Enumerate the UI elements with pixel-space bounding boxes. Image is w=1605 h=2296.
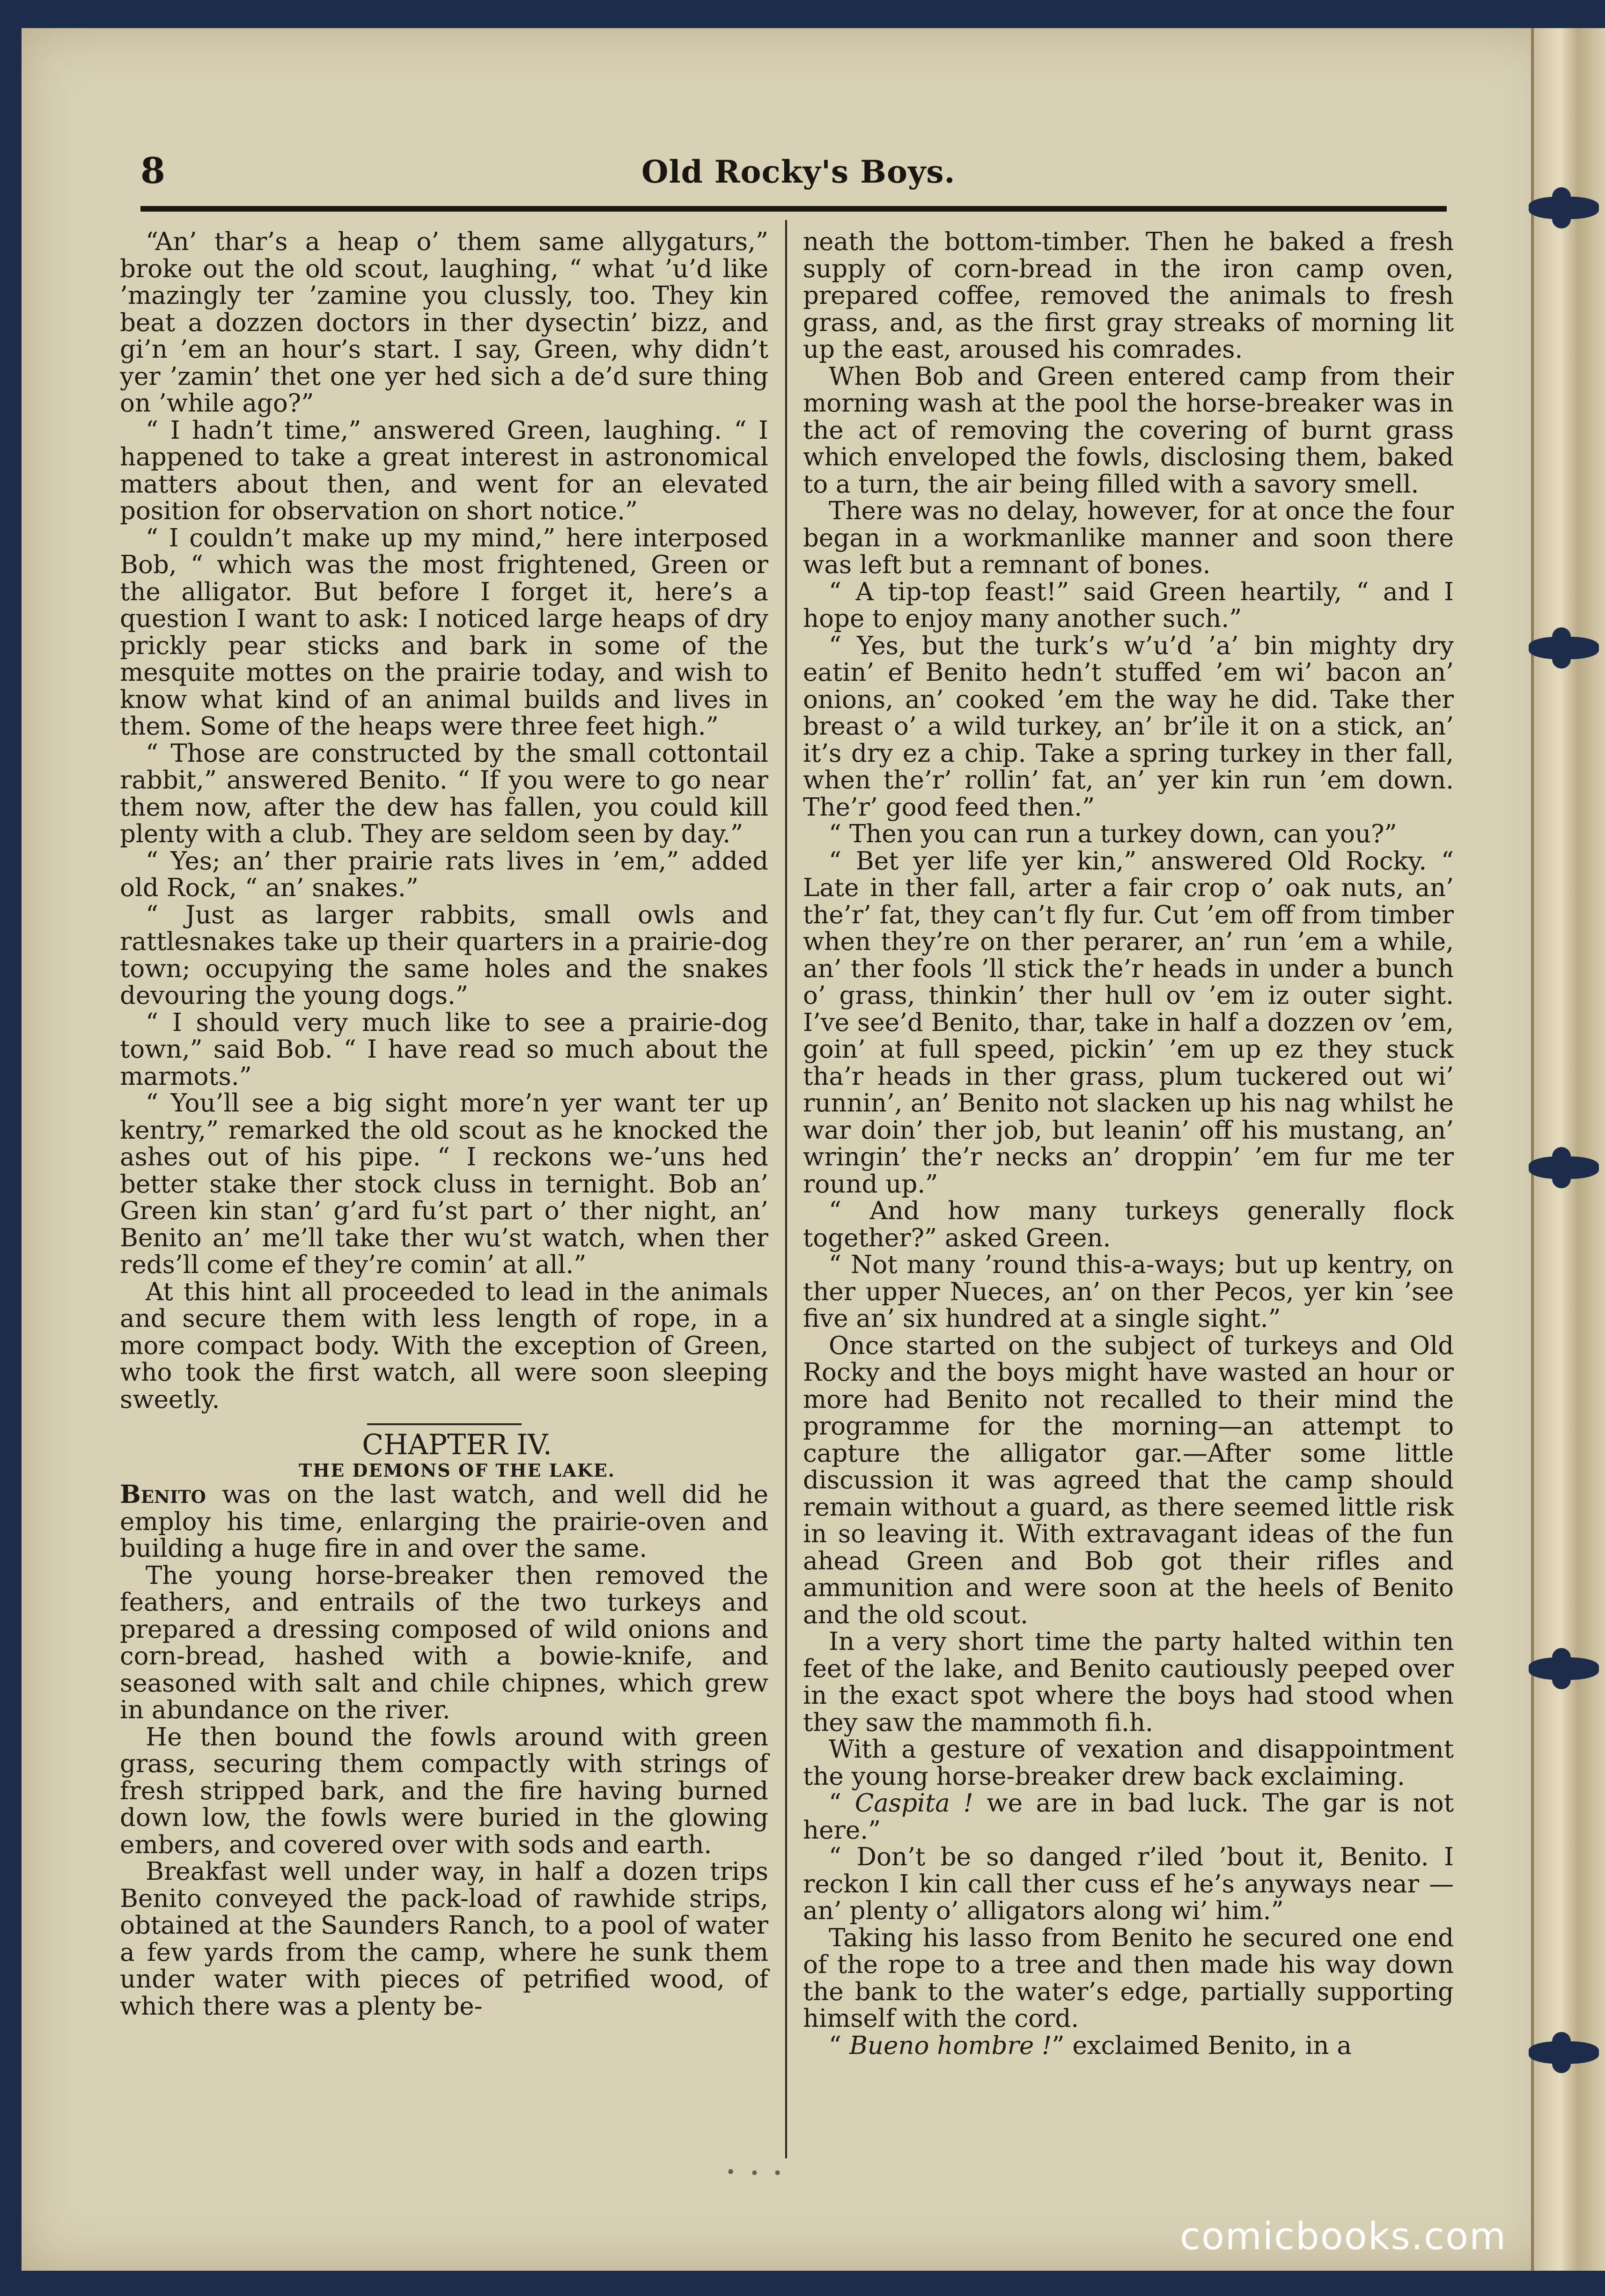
paragraph: With a gesture of vexation and disappointment the young horse-breaker drew back exclaiming. [803, 1735, 1454, 1791]
paragraph: “An’ thar’s a heap o’ them same allygaturs,” broke out the old scout, laughing, “ what ’u’d like ’mazingly ter ’zamine you clussly, too. They kin beat a dozzen doctors in ther dysectin’ bizz, and gi’n ’em an hour’s start. I say, Green, why didn’t yer ’zamin’ thet one yer hed sich a de’d sure thing on ’while ago?” [120, 228, 768, 418]
paragraph: Breakfast well under way, in half a dozen trips Benito conveyed the pack-load of rawhide strips, obtained at the Saunders Ranch, to a pool of water a few yards from the camp, where he sunk them under water with pieces of petrified wood, of which there was a plenty be- [120, 1857, 768, 2021]
paragraph: “ Yes; an’ ther prairie rats lives in ’em,” added old Rock, “ an’ snakes.” [120, 846, 768, 902]
paragraph: Taking his lasso from Benito he secured one end of the rope to a tree and then made his way down the bank to the water’s edge, partially supporting himself with the cord. [803, 1923, 1454, 2033]
paragraph: “ I should very much like to see a prairie-dog town,” said Bob. “ I have read so much about the marmots.” [120, 1008, 768, 1091]
paragraph: “ Then you can run a turkey down, can you?” [829, 820, 1397, 848]
paragraph: “ Yes, but the turk’s w’u’d ’a’ bin mighty dry eatin’ ef Benito hedn’t stuffed ’em wi’ bacon an’ onions, an’ cooked ’em the way he did. Take ther breast o’ a wild turkey, an’ br’ile it on a stick, an’ it’s dry ez a chip. Take a spring turkey in ther fall, when the’r’ rollin’ fat, an’ yer kin run ’em down. The’r’ good feed then.” [803, 631, 1454, 822]
paragraph: “ Caspita ! we are in bad luck. The gar is not here.” [803, 1789, 1454, 1845]
paragraph: “ I hadn’t time,” answered Green, laughing. “ I happened to take a great interest in astronomical matters about then, and went for an elevated position for observation on short notice.” [120, 416, 768, 525]
footer-printer-mark: • ∙ ∙ [726, 2163, 787, 2182]
right-column [803, 228, 1454, 2059]
paragraph: “ I couldn’t make up my mind,” here interposed Bob, “ which was the most frightened, Green or the alligator. But before I forget it, here’s a question I want to ask: I noticed large heaps of dry prickly pear sticks and bark in some of the mesquite mottes on the prairie today, and wish to know what kind of an animal builds and lives in them. Some of the heaps were three feet high.” [120, 523, 768, 741]
italic-phrase: Caspita ! [854, 1789, 973, 1818]
paragraph-text: we are in bad luck. The gar is not here.” [803, 1789, 1454, 1845]
paragraph-text: ” exclaimed Benito, in a [1052, 2031, 1352, 2060]
column-divider [785, 220, 787, 2158]
paragraph: “ You’ll see a big sight more’n yer want ter up kentry,” remarked the old scout as he knocked the ashes out of his pipe. “ I reckons we-’uns hed better stake ther stock cluss in ternight. Bob an’ Green kin stan’ g’ard fu’st part o’ ther night, an’ Benito an’ me’ll take ther wu’st watch, when ther reds’ll come ef they’re comin’ at all.” [120, 1089, 768, 1279]
chapter-title: CHAPTER IV. [362, 1428, 552, 1461]
paragraph: He then bound the fowls around with green grass, securing them compactly with strings of fresh stripped bark, and the fire having burned down low, the fowls were buried in the glowing embers, and covered over with sods and earth. [120, 1722, 768, 1859]
page-title: Old Rocky's Boys. [641, 154, 956, 190]
paragraph: “ Don’t be so danged r’iled ’bout it, Benito. I reckon I kin call ther cuss ef he’s anyways near —an’ plenty o’ alligators along wi’ him.” [803, 1843, 1454, 1925]
binding-stitch [1529, 637, 1599, 659]
binding-stitch [1529, 1156, 1599, 1179]
chapter-rule [367, 1423, 522, 1425]
paragraph: Once started on the subject of turkeys and Old Rocky and the boys might have wasted an hour or more had Benito not recalled to their mind the programme for the morning—an attempt to capture the alligator gar.—After some little discussion it was agreed that the camp should remain without a guard, as there seemed little risk in so leaving it. With extravagant ideas of the fun ahead Green and Bob got their rifles and ammunition and were soon at the heels of Benito and the old scout. [803, 1331, 1454, 1629]
page-header [140, 145, 1447, 212]
paragraph: “ Just as larger rabbits, small owls and rattlesnakes take up their quarters in a prairie-dog town; occupying the same holes and the snakes devouring the young dogs.” [120, 900, 768, 1010]
paragraph: “ A tip-top feast!” said Green heartily, “ and I hope to enjoy many another such.” [803, 577, 1454, 633]
paragraph: neath the bottom-timber. Then he baked a fresh supply of corn-bread in the iron camp oven, prepared coffee, removed the animals to fresh grass, and, as the first gray streaks of morning lit up the east, aroused his comrades. [803, 228, 1454, 364]
paragraph-text: was on the last watch, and well did he employ his time, enlarging the prairie-oven and building a huge fire in and over the same. [120, 1480, 768, 1563]
binding-stitch [1529, 1657, 1599, 1680]
paragraph: “ Not many ’round this-a-ways; but up kentry, on ther upper Nueces, an’ on ther Pecos, yer kin ’see five an’ six hundred at a single sight.” [803, 1251, 1454, 1333]
page-number: 8 [140, 150, 165, 191]
paragraph: There was no delay, however, for at once the four began in a workmanlike manner and soon there was left but a remnant of bones. [803, 497, 1454, 579]
paragraph: The young horse-breaker then removed the feathers, and entrails of the two turkeys and prepared a dressing composed of wild onions and corn-bread, hashed with a bowie-knife, and seasoned with salt and chile chipnes, which grew in abundance on the river. [120, 1561, 768, 1724]
paragraph: At this hint all proceeded to lead in the animals and secure them with less length of rope, in a more compact body. With the exception of Green, who took the first watch, all were soon sleeping sweetly. [120, 1277, 768, 1414]
paragraph: “ And how many turkeys generally flock together?” asked Green. [803, 1197, 1454, 1252]
chapter-first-word: Benito [120, 1480, 206, 1509]
chapter-subtitle: THE DEMONS OF THE LAKE. [299, 1460, 615, 1481]
binding-stitch [1529, 2041, 1599, 2064]
binding-stitch [1529, 197, 1599, 219]
paragraph: “ Bueno hombre !” exclaimed Benito, in a [829, 2031, 1352, 2060]
italic-phrase: Bueno hombre ! [849, 2031, 1052, 2060]
paragraph: When Bob and Green entered camp from their morning wash at the pool the horse-breaker was in the act of removing the covering of burnt grass which enveloped the fowls, disclosing them, baked to a turn, the air being filled with a savory smell. [803, 362, 1454, 499]
paragraph: “ Those are constructed by the small cottontail rabbit,” answered Benito. “ If you were to go near them now, after the dew has fallen, you could kill plenty with a club. They are seldom seen by day.” [120, 739, 768, 848]
chapter-opening-paragraph [120, 1481, 768, 1562]
left-column [120, 228, 768, 2020]
paragraph: “ Bet yer life yer kin,” answered Old Rocky. “ Late in ther fall, arter a fair crop o’ oak nuts, an’ the’r’ fat, they can’t fly fur. Cut ’em off from timber when they’re on ther perarer, an’ run ’em a while, an’ ther fools ’ll stick the’r heads in under a bunch o’ grass, thinkin’ ther hull ov ’em iz outer sight. I’ve see’d Benito, thar, take in half a dozzen ov ’em, goin’ at full speed, pickin’ ’em up ez they stuck tha’r heads in ther grass, plum tuckered out wi’ runnin’, an’ Benito not slacken up his nag whilst he war doin’ ther job, but leanin’ off his mustang, an’ wringin’ the’r necks an’ droppin’ ’em fur me ter round up.” [803, 846, 1454, 1199]
watermark: comicbooks.com [1180, 2215, 1507, 2258]
paragraph: In a very short time the party halted within ten feet of the lake, and Benito cautiously peeped over in the exact spot where the boys had stood when they saw the mammoth fi.h. [803, 1627, 1454, 1737]
